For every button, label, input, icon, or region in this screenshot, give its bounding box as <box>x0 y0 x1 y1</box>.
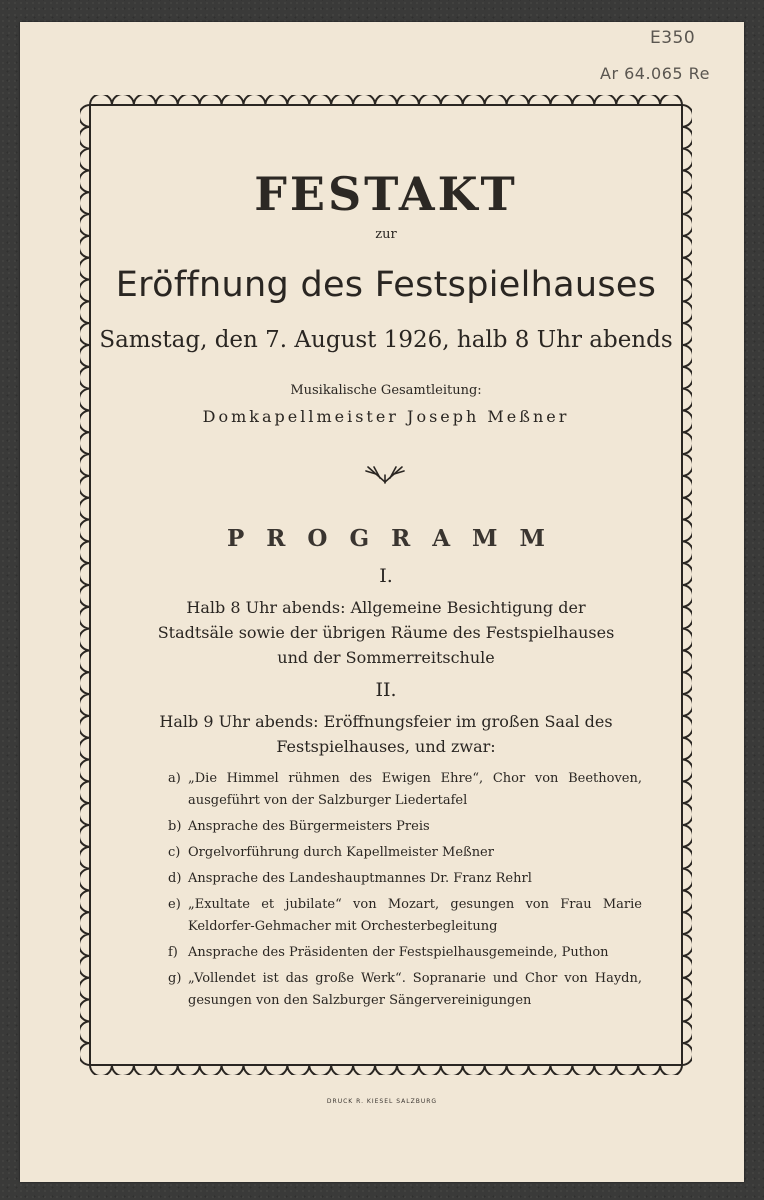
printer-imprint: DRUCK R. KIESEL SALZBURG <box>326 1098 438 1105</box>
item-text: „Die Himmel rühmen des Ewigen Ehre“, Chor von Beethoven, ausgeführt von der Salzburger Liedertafel <box>188 771 642 808</box>
list-item <box>168 868 642 890</box>
section-text-2: Halb 9 Uhr abends: Eröffnungsfeier im großen Saal des Festspielhauses, und zwar: <box>159 712 613 756</box>
list-item <box>168 968 642 1012</box>
list-item <box>168 816 642 838</box>
item-text: Ansprache des Präsidenten der Festspielhausgemeinde, Puthon <box>188 945 609 960</box>
archive-code-2: Ar 64.065 Re <box>600 64 710 83</box>
item-text: „Exultate et jubilate“ von Mozart, gesungen von Frau Marie Keldorfer-Gehmacher mit Orchesterbegleitung <box>188 897 642 934</box>
title-connector: zur <box>375 227 397 242</box>
item-letter: e) <box>168 897 181 912</box>
item-letter: g) <box>168 971 182 986</box>
item-letter: b) <box>168 819 182 834</box>
item-text: Ansprache des Landeshauptmannes Dr. Franz Rehrl <box>188 871 532 886</box>
list-item <box>168 894 642 938</box>
page-title: FESTAKT <box>254 167 518 221</box>
item-letter: a) <box>168 771 181 786</box>
item-text: Orgelvorführung durch Kapellmeister Meßner <box>188 845 494 860</box>
conductor-name: Domkapellmeister Joseph Meßner <box>202 407 570 426</box>
section-text-1: Halb 8 Uhr abends: Allgemeine Besichtigung der Stadtsäle sowie der übrigen Räume des Festspielhauses und der Sommerreitschule <box>157 598 615 667</box>
subtitle: Eröffnung des Festspielhauses <box>115 265 657 305</box>
section-numeral-1: I. <box>379 565 393 587</box>
item-letter: f) <box>168 945 178 960</box>
document-content <box>90 105 682 1065</box>
list-item <box>168 842 642 864</box>
list-item <box>168 768 642 812</box>
section-numeral-2: II. <box>375 679 397 701</box>
music-direction-label: Musikalische Gesamtleitung: <box>290 383 482 398</box>
item-letter: d) <box>168 871 182 886</box>
item-text: „Vollendet ist das große Werk“. Sopranarie und Chor von Haydn, gesungen von den Salzburger Sängervereinigungen <box>188 971 642 1008</box>
list-item <box>168 942 642 964</box>
item-text: Ansprache des Bürgermeisters Preis <box>188 819 430 834</box>
laurel-ornament-icon <box>362 461 408 485</box>
item-letter: c) <box>168 845 181 860</box>
archive-code-1: E350 <box>650 28 696 48</box>
program-heading: PROGRAMM <box>227 525 567 552</box>
event-date: Samstag, den 7. August 1926, halb 8 Uhr abends <box>99 327 673 353</box>
program-items-list <box>168 768 642 1016</box>
